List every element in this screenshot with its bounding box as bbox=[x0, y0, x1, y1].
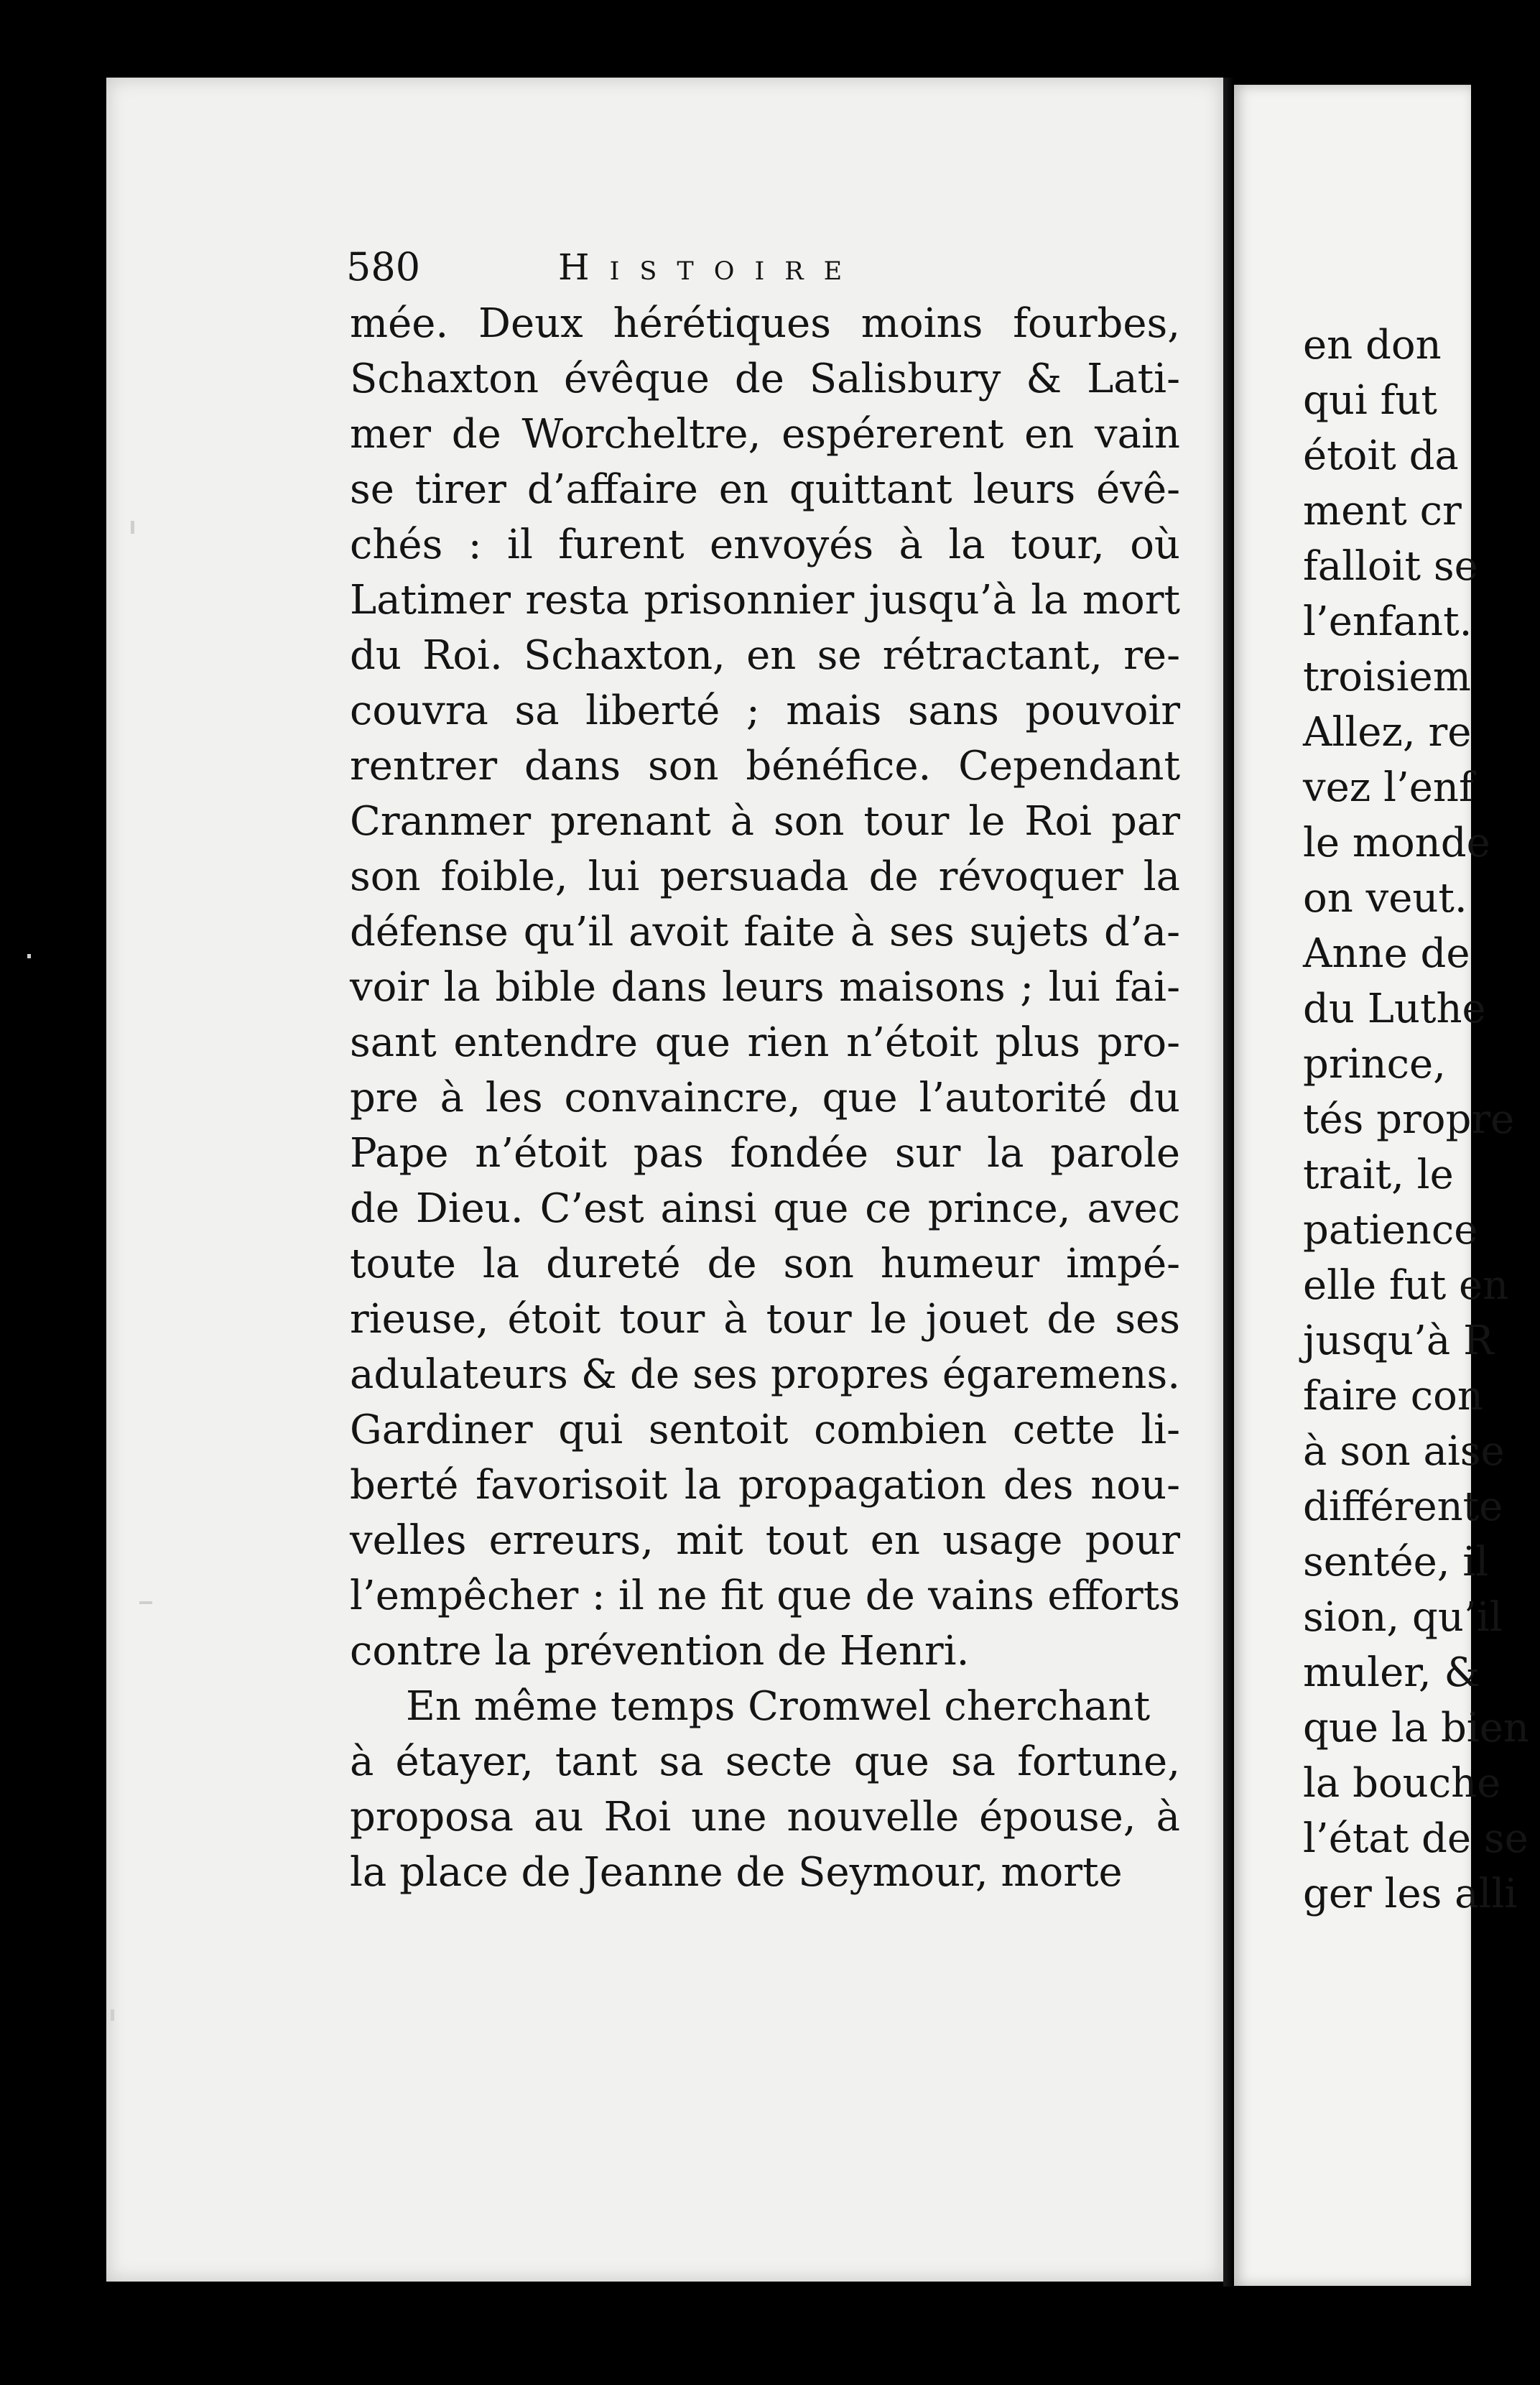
text-line: du Roi. Schaxton, en se rétractant, re- bbox=[350, 632, 1180, 679]
text-line: berté favorisoit la propagation des nou- bbox=[350, 1462, 1180, 1509]
text-line: trait, le bbox=[1303, 1152, 1454, 1198]
text-line: troisiem bbox=[1303, 654, 1471, 700]
text-line: faire con bbox=[1303, 1373, 1483, 1420]
text-line: contre la prévention de Henri. bbox=[350, 1628, 970, 1675]
gutter bbox=[1223, 78, 1234, 2287]
text-line: son foible, lui persuada de révoquer la bbox=[350, 853, 1180, 900]
text-line: Schaxton évêque de Salisbury & Lati- bbox=[350, 356, 1180, 402]
text-line: Allez, re bbox=[1303, 709, 1472, 756]
text-line: Pape n’étoit pas fondée sur la parole bbox=[350, 1130, 1180, 1177]
text-line: la place de Jeanne de Seymour, morte bbox=[350, 1849, 1123, 1896]
text-line: que la bien bbox=[1303, 1705, 1529, 1751]
text-line: voir la bible dans leurs maisons ; lui fai- bbox=[350, 964, 1180, 1011]
margin-speck bbox=[27, 954, 31, 958]
running-title: Histoire bbox=[558, 246, 863, 288]
margin-speck bbox=[111, 2009, 114, 2021]
right-page-fragment bbox=[1234, 85, 1529, 2286]
text-line: tés propre bbox=[1303, 1096, 1515, 1143]
text-line: l’empêcher : il ne fit que de vains efforts bbox=[350, 1573, 1180, 1619]
text-line: vez l’enf bbox=[1303, 764, 1474, 811]
text-line: muler, & bbox=[1303, 1649, 1480, 1696]
text-line: défense qu’il avoit faite à ses sujets d’a- bbox=[350, 909, 1180, 955]
text-line: sentée, il bbox=[1303, 1539, 1489, 1585]
text-line: l’enfant. bbox=[1303, 598, 1472, 645]
text-line: Latimer resta prisonnier jusqu’à la mort bbox=[350, 577, 1180, 624]
text-line: différente bbox=[1303, 1483, 1503, 1530]
text-line: à étayer, tant sa secte que sa fortune, bbox=[350, 1738, 1180, 1785]
text-line: mer de Worcheltre, espérerent en vain bbox=[350, 411, 1180, 458]
text-line: ger les alli bbox=[1303, 1871, 1518, 1917]
text-line: sion, qu’il bbox=[1303, 1594, 1503, 1641]
body-text bbox=[350, 296, 1180, 1900]
text-line: on veut. bbox=[1303, 875, 1467, 922]
page-number: 580 bbox=[346, 244, 421, 290]
text-line: Anne de bbox=[1303, 930, 1470, 977]
text-line: falloit se bbox=[1303, 543, 1478, 590]
text-line: Gardiner qui sentoit combien cette li- bbox=[350, 1407, 1180, 1453]
text-line: le monde bbox=[1303, 820, 1490, 866]
text-line: ment cr bbox=[1303, 488, 1462, 534]
text-line: rieuse, étoit tour à tour le jouet de ses bbox=[350, 1296, 1180, 1343]
text-line: se tirer d’affaire en quittant leurs évê- bbox=[350, 466, 1180, 513]
text-line: jusqu’à R bbox=[1303, 1317, 1494, 1364]
text-line: rentrer dans son bénéfice. Cependant bbox=[350, 743, 1180, 789]
text-line: pre à les convaincre, que l’autorité du bbox=[350, 1075, 1180, 1121]
text-line: toute la dureté de son humeur impé- bbox=[350, 1241, 1180, 1287]
text-line: l’état de se bbox=[1303, 1815, 1529, 1862]
right-page-text bbox=[1303, 318, 1540, 1922]
text-line: en don bbox=[1303, 322, 1442, 369]
margin-speck bbox=[139, 1601, 152, 1604]
text-line: prince, bbox=[1303, 1041, 1446, 1088]
text-line: couvra sa liberté ; mais sans pouvoir bbox=[350, 687, 1180, 734]
text-line: velles erreurs, mit tout en usage pour bbox=[350, 1517, 1180, 1564]
page-header bbox=[346, 239, 1179, 296]
text-line: Cranmer prenant à son tour le Roi par bbox=[350, 798, 1180, 845]
text-line: patience bbox=[1303, 1207, 1478, 1254]
text-line: à son aise bbox=[1303, 1428, 1505, 1475]
text-line: sant entendre que rien n’étoit plus pro- bbox=[350, 1019, 1180, 1066]
text-line: la bouche bbox=[1303, 1760, 1501, 1807]
text-line: adulateurs & de ses propres égaremens. bbox=[350, 1351, 1180, 1398]
text-line: qui fut bbox=[1303, 377, 1437, 424]
text-line: étoit da bbox=[1303, 432, 1459, 479]
text-line: elle fut en bbox=[1303, 1262, 1509, 1309]
text-line: proposa au Roi une nouvelle épouse, à bbox=[350, 1794, 1180, 1840]
margin-speck bbox=[131, 521, 134, 534]
text-line: du Luthe bbox=[1303, 986, 1486, 1032]
text-line: En même temps Cromwel cherchant bbox=[406, 1683, 1151, 1730]
text-line: chés : il furent envoyés à la tour, où bbox=[350, 522, 1180, 568]
text-line: mée. Deux hérétiques moins fourbes, bbox=[350, 300, 1180, 347]
text-line: de Dieu. C’est ainsi que ce prince, avec bbox=[350, 1185, 1180, 1232]
left-page bbox=[106, 78, 1223, 2282]
